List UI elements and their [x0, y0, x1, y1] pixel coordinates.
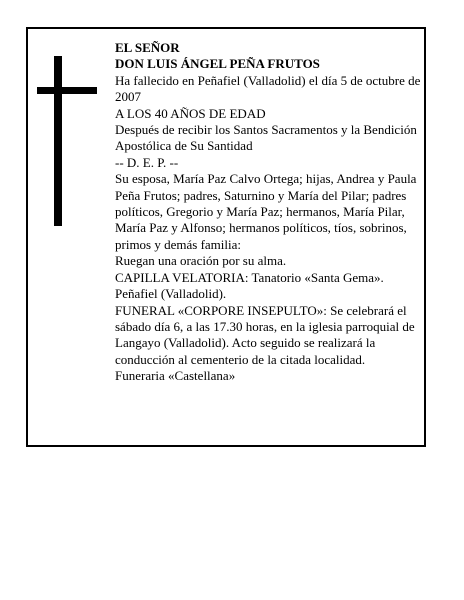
obituary-notice — [26, 27, 426, 447]
cross-vertical-bar — [54, 56, 62, 226]
notice-body — [115, 40, 425, 385]
funeral-home: Funeraria «Castellana» — [115, 368, 236, 384]
sacraments-line: Después de recibir los Santos Sacramentos y la Bendición Apostólica de Su Santidad — [115, 122, 417, 154]
death-info: Ha fallecido en Peñafiel (Valladolid) el día 5 de octubre de 2007 — [115, 72, 421, 105]
cross-horizontal-bar — [37, 87, 97, 94]
notice-title: EL SEÑOR — [115, 40, 180, 55]
cross-icon — [28, 29, 98, 229]
funeral-info: FUNERAL «CORPORE INSEPULTO»: Se celebrará el sábado día 6, a las 17.30 horas, en la iglesia parroquial de Langayo (Valladolid). Acto seguido se realizará la conducción al cementerio de la citada localidad. — [115, 302, 415, 367]
family-list: Su esposa, María Paz Calvo Ortega; hijas, Andrea y Paula Peña Frutos; padres, Saturnino y María del Pilar; padres políticos, Gregorio y María Paz; hermanos, María Pilar, María Paz y Alfonso; hermanos políticos, tíos, sobrinos, primos y demás familia: — [115, 171, 417, 252]
rip-line: -- D. E. P. -- — [115, 154, 179, 170]
age-line: A LOS 40 AÑOS DE EDAD — [115, 105, 266, 121]
prayer-line: Ruegan una oración por su alma. — [115, 253, 287, 269]
chapel-info: CAPILLA VELATORIA: Tanatorio «Santa Gema». Peñafiel (Valladolid). — [115, 269, 384, 302]
deceased-name: DON LUIS ÁNGEL PEÑA FRUTOS — [115, 56, 320, 72]
